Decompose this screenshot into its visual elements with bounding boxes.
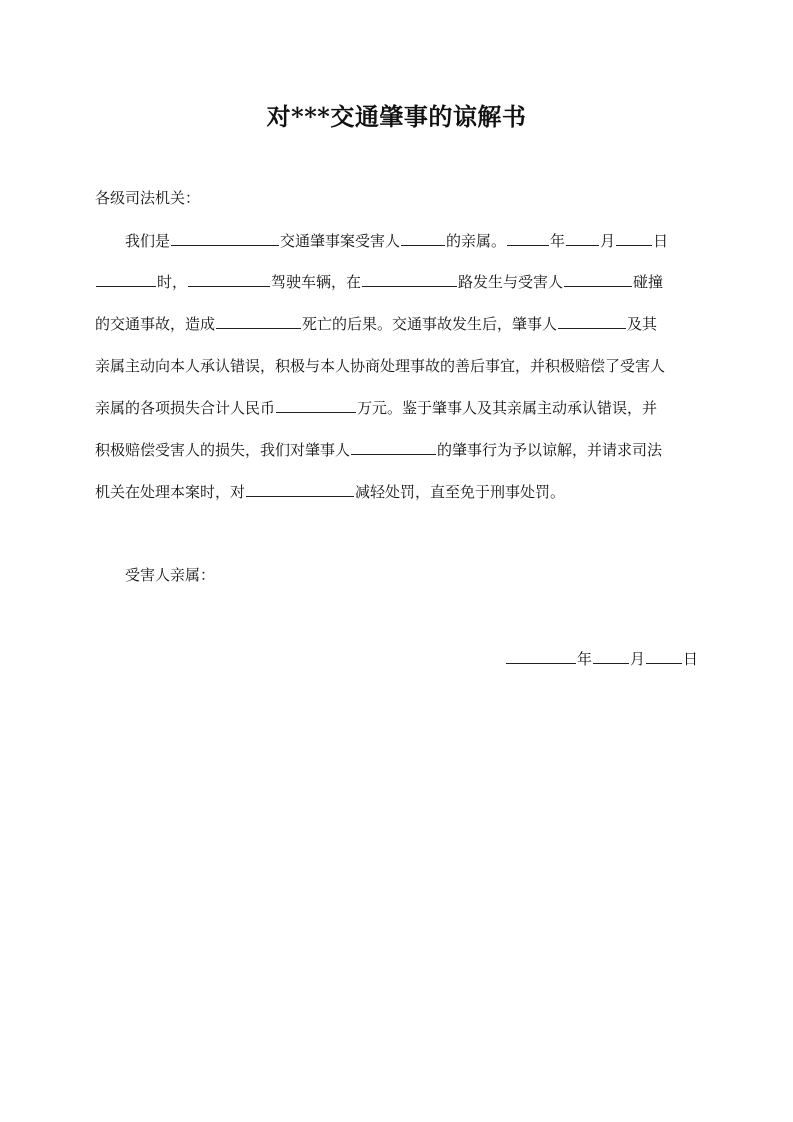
blank-field[interactable] [566,229,599,246]
body-text: 时， [157,273,188,291]
body-line-6 [95,438,698,462]
blank-field[interactable] [646,647,682,664]
date-month-label: 月 [629,650,645,668]
blank-field[interactable] [96,270,156,287]
body-line-3 [95,312,698,336]
body-text: 亲属的各项损失合计人民币 [95,399,276,417]
blank-field[interactable] [276,396,356,413]
document-title: 对***交通肇事的谅解书 [266,102,527,131]
body-text: 年 [550,232,566,250]
blank-field[interactable] [616,229,652,246]
blank-field[interactable] [593,647,629,664]
body-text: 的亲属。 [446,232,507,250]
body-text: 死亡的后果。交通事故发生后，肇事人 [302,315,558,333]
signature-label: 受害人亲属： [125,566,216,584]
body-text: 机关在处理本案时，对 [95,483,246,501]
blank-field[interactable] [351,438,436,455]
body-text: 月 [600,232,616,250]
blank-field[interactable] [188,270,270,287]
body-line-7 [95,480,698,504]
body-text: 的交通事故，造成 [95,315,216,333]
signature-label-line [95,563,698,587]
body-text: 碰撞 [633,273,664,291]
body-text: 驾驶车辆，在 [271,273,362,291]
body-text: 日 [653,232,669,250]
blank-field[interactable] [558,312,626,329]
body-line-5 [95,396,698,420]
body-line-1 [95,229,698,253]
body-line-2 [95,270,698,294]
date-day-label: 日 [682,650,698,668]
blank-field[interactable] [507,229,549,246]
blank-field[interactable] [216,312,301,329]
body-text: 的肇事行为予以谅解，并请求司法 [437,441,663,459]
body-text: 我们是 [125,232,171,250]
body-text: 交通肇事案受害人 [280,232,401,250]
body-text: 万元。鉴于肇事人及其亲属主动承认错误，并 [357,399,658,417]
salutation: 各级司法机关： [95,189,201,207]
blank-field[interactable] [171,229,279,246]
body-text: 减轻处罚，直至免于刑事处罚。 [355,483,566,501]
blank-field[interactable] [564,270,632,287]
date-year-label: 年 [576,650,592,668]
blank-field[interactable] [506,647,576,664]
blank-field[interactable] [246,480,354,497]
body-text: 积极赔偿受害人的损失，我们对肇事人 [95,441,351,459]
signature-date-line [95,647,698,671]
body-text: 路发生与受害人 [458,273,564,291]
body-text: 及其 [627,315,658,333]
body-line-4: 亲属主动向本人承认错误，积极与本人协商处理事故的善后事宜，并积极赔偿了受害人 [95,357,666,375]
blank-field[interactable] [362,270,457,287]
blank-field[interactable] [401,229,445,246]
